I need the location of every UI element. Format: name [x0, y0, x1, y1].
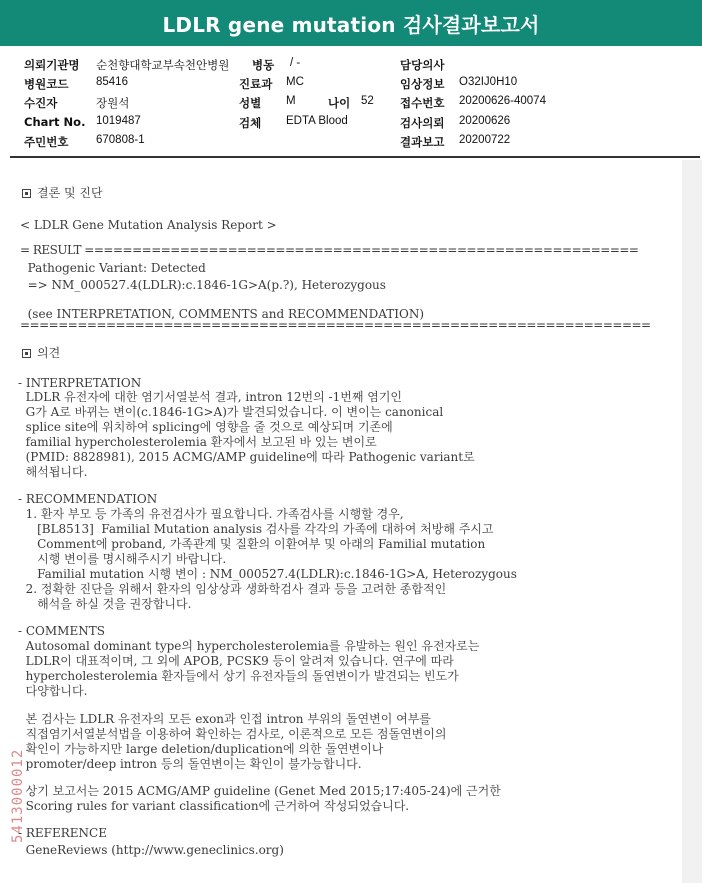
- clinical-label: 임상정보: [400, 77, 445, 91]
- section-opinion-title: 의견: [37, 346, 61, 360]
- interpretation-line: (PMID: 8828981), 2015 ACMG/AMP guideline에 따라 Pathogenic variant로: [18, 450, 475, 464]
- variant-status: Pathogenic Variant: Detected: [20, 261, 206, 275]
- bullet-square-icon: [22, 189, 31, 198]
- specimen-barcode-id: 5413000012: [10, 748, 26, 843]
- report-title-banner: [0, 0, 702, 46]
- comments-line: promoter/deep intron 등의 돌연변이는 확인이 불가능합니다.: [18, 757, 362, 771]
- section-conclusion-title: 결론 및 진단: [37, 186, 103, 200]
- recommendation-line: 2. 정확한 진단을 위해서 환자의 임상상과 생화학검사 결과 등을 고려한 종합적인: [18, 582, 447, 596]
- recommendation-line: 1. 환자 부모 등 가족의 유전검사가 필요합니다. 가족검사를 시행할 경우,: [18, 507, 404, 521]
- report-title: LDLR gene mutation 검사결과보고서: [162, 12, 540, 37]
- interpretation-line: familial hypercholesterolemia 환자에서 보고된 바 있는 변이로: [18, 435, 377, 449]
- ward-value: / -: [290, 57, 301, 69]
- comments-line: Autosomal dominant type의 hypercholesterolemia를 유발하는 원인 유전자로는: [18, 639, 480, 653]
- comments-line: 상기 보고서는 2015 ACMG/AMP guideline (Genet Med 2015;17:405-24)에 근거한: [18, 784, 501, 798]
- inst-value: 순천향대학교부속천안병원: [96, 60, 230, 72]
- specimen-label: 검체: [239, 116, 262, 130]
- result-date-value: 20200722: [459, 134, 511, 146]
- request-label: 검사의뢰: [400, 116, 445, 130]
- comments-title: - COMMENTS: [18, 624, 105, 638]
- dept-value: MC: [286, 76, 304, 88]
- interpretation-title: - INTERPRETATION: [18, 376, 142, 390]
- recommendation-line: Familial mutation 시행 변이 : NM_000527.4(LDLR):c.1846-1G>A, Heterozygous: [18, 567, 517, 581]
- comments-line: 본 검사는 LDLR 유전자의 모든 exon과 인접 intron 부위의 돌연변이 여부를: [18, 712, 431, 726]
- comments-line: 직접염기서열분석법을 이용하여 확인하는 검사로, 이론적으로 모든 점돌연변이의: [18, 727, 447, 741]
- sex-label: 성별: [239, 96, 262, 110]
- see-note: (see INTERPRETATION, COMMENTS and RECOMMENDATION): [20, 307, 425, 321]
- interpretation-line: 해석됩니다.: [18, 465, 88, 479]
- doctor-label: 담당의사: [400, 58, 445, 72]
- comments-line: 다양합니다.: [18, 684, 88, 698]
- sex-value: M: [286, 95, 296, 107]
- report-body: [0, 160, 680, 883]
- section-conclusion: [22, 186, 103, 200]
- rrn-value: 670808-1: [96, 134, 145, 146]
- comments-line: Scoring rules for variant classification에 근거하여 작성되었습니다.: [18, 799, 410, 813]
- recommendation-line: Comment에 proband, 가족관계 및 질환의 이환여부 및 아래의 Familial mutation: [18, 537, 486, 551]
- hospital-code-label: 병원코드: [24, 77, 69, 91]
- ward-label: 병동: [252, 58, 275, 72]
- reference-line: GeneReviews (http://www.geneclinics.org): [18, 843, 284, 857]
- age-label: 나이: [328, 96, 351, 110]
- clinical-value: O32IJ0H10: [459, 76, 518, 88]
- result-end-rule: ==================================================================: [20, 318, 651, 332]
- inst-label: 의뢰기관명: [24, 58, 80, 72]
- comments-line: 확인이 가능하지만 large deletion/duplication에 의한 돌연변이나: [18, 742, 384, 756]
- specimen-value: EDTA Blood: [286, 115, 348, 127]
- result-date-label: 결과보고: [400, 135, 445, 149]
- chart-label: Chart No.: [24, 115, 86, 129]
- rrn-label: 주민번호: [24, 135, 69, 149]
- right-margin-strip: [682, 160, 702, 883]
- interpretation-line: G가 A로 바뀌는 변이(c.1846-1G>A)가 발견되었습니다. 이 변이는 canonical: [18, 405, 444, 419]
- patient-value: 장원석: [96, 98, 130, 110]
- section-opinion: [22, 346, 60, 360]
- interpretation-line: LDLR 유전자에 대한 염기서열분석 결과, intron 12번의 -1번째 염기인: [18, 390, 403, 404]
- hospital-code-value: 85416: [96, 76, 128, 88]
- variant-detail: => NM_000527.4(LDLR):c.1846-1G>A(p.?), Heterozygous: [20, 278, 386, 292]
- header-divider: [10, 156, 700, 158]
- request-value: 20200626: [459, 115, 511, 127]
- receipt-label: 접수번호: [400, 96, 445, 110]
- comments-line: LDLR이 대표적이며, 그 외에 APOB, PCSK9 등이 알려져 있습니다. 연구에 따라: [18, 654, 454, 668]
- interpretation-line: splice site에 위치하여 splicing에 영향을 줄 것으로 예상되며 기존에: [18, 420, 393, 434]
- patient-info-block: [0, 52, 702, 152]
- bullet-square-icon: [22, 349, 31, 358]
- recommendation-line: [BL8513] Familial Mutation analysis 검사를 각각의 가족에 대하여 처방해 주시고: [18, 522, 494, 536]
- receipt-value: 20200626-40074: [459, 95, 546, 107]
- report-name: < LDLR Gene Mutation Analysis Report >: [20, 218, 277, 232]
- result-line: = RESULT ==========================================================: [20, 243, 639, 257]
- reference-title: - REFERENCE: [18, 826, 107, 840]
- recommendation-line: 해석을 하실 것을 권장합니다.: [18, 597, 192, 611]
- chart-value: 1019487: [96, 115, 141, 127]
- recommendation-line: 시행 변이를 명시해주시기 바랍니다.: [18, 552, 227, 566]
- dept-label: 진료과: [239, 77, 273, 91]
- age-value: 52: [361, 95, 374, 107]
- recommendation-title: - RECOMMENDATION: [18, 492, 158, 506]
- patient-label: 수진자: [24, 96, 58, 110]
- comments-line: hypercholesterolemia 환자들에서 상기 유전자들의 돌연변이가 발견되는 빈도가: [18, 669, 459, 683]
